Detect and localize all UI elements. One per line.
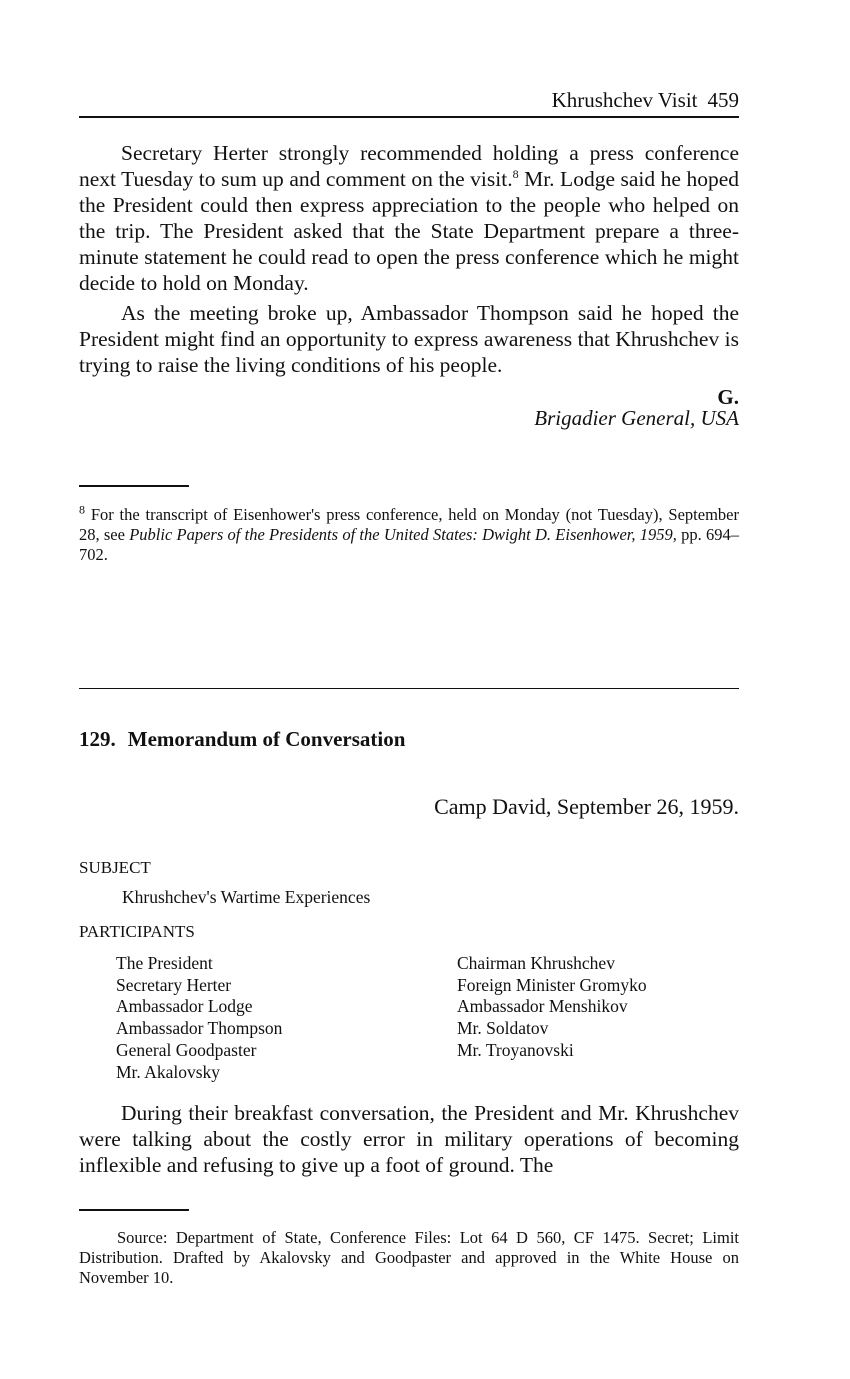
page-number: 459 [707, 88, 739, 112]
participant: Mr. Akalovsky [116, 1061, 221, 1082]
running-header [79, 88, 739, 118]
running-title: Khrushchev Visit [551, 88, 698, 112]
participant: General Goodpaster [116, 1039, 257, 1060]
signature-title: Brigadier General, USA [534, 406, 739, 430]
participant: Ambassador Thompson [116, 1018, 283, 1039]
footnote-divider [79, 485, 189, 487]
continued-text [79, 140, 739, 378]
document-title: Memorandum of Conversation [127, 727, 406, 751]
participant: Chairman Khrushchev [457, 953, 615, 973]
paragraph-breakfast: During their breakfast conversation, the President and Mr. Khrushchev were talking about the costly error in military operations of becoming inflexible and refusing to give up a foot of ground. The [79, 1101, 739, 1177]
subject-text: Khrushchev's Wartime Experiences [122, 887, 371, 907]
signature-initial: G. [717, 385, 739, 409]
footnote-number: 8 [79, 502, 85, 517]
paragraph-press-conference: Secretary Herter strongly recommended holding a press conference next Tuesday to sum up and comment on the visit.$^8$ Mr. Lodge said he hoped the President could then express appreciation to the people who helped on the trip. The President asked that the State Department prepare a three-minute statement he could read to open the press conference which he might decide to hold on Monday. [79, 141, 739, 295]
source-divider [79, 1209, 189, 1211]
footnote-publication: Public Papers of the Presidents of the United States: Dwight D. Eisenhower, 1959, [129, 525, 677, 544]
place-date: Camp David, September 26, 1959. [434, 794, 739, 819]
memorandum-body [79, 1100, 739, 1178]
participant: Ambassador Menshikov [457, 996, 628, 1017]
participant: Mr. Soldatov [457, 1018, 549, 1039]
participants-label: PARTICIPANTS [79, 922, 195, 941]
source-note: Source: Department of State, Conference Files: Lot 64 D 560, CF 1475. Secret; Limit Distribution. Drafted by Akalovsky and Goodpaster and approved in the White House on November 10. [79, 1228, 739, 1287]
paragraph-meeting-end: As the meeting broke up, Ambassador Thompson said he hoped the President might find an opportunity to express awareness that Khrushchev is trying to raise the living conditions of his people. [79, 301, 739, 377]
participants-soviet-list [457, 953, 647, 1062]
participant: Secretary Herter [116, 974, 232, 995]
participant: The President [116, 953, 213, 973]
participant: Mr. Troyanovski [457, 1039, 574, 1060]
document-number: 129. [79, 727, 116, 751]
document-heading [79, 727, 405, 752]
section-divider [79, 688, 739, 689]
subject-label: SUBJECT [79, 858, 151, 877]
footnote-8: $^8$ For the transcript of Eisenhower's press conference, held on Monday (not Tuesday), September 28, see Public Papers of the Presidents of the United States: Dwight D. Eisenhower, 1959, pp. 694–702. [79, 502, 739, 564]
participants-us-list [116, 953, 282, 1083]
participant: Ambassador Lodge [116, 996, 253, 1017]
participant: Foreign Minister Gromyko [457, 974, 647, 995]
footnote-reference: 8 [512, 166, 519, 181]
